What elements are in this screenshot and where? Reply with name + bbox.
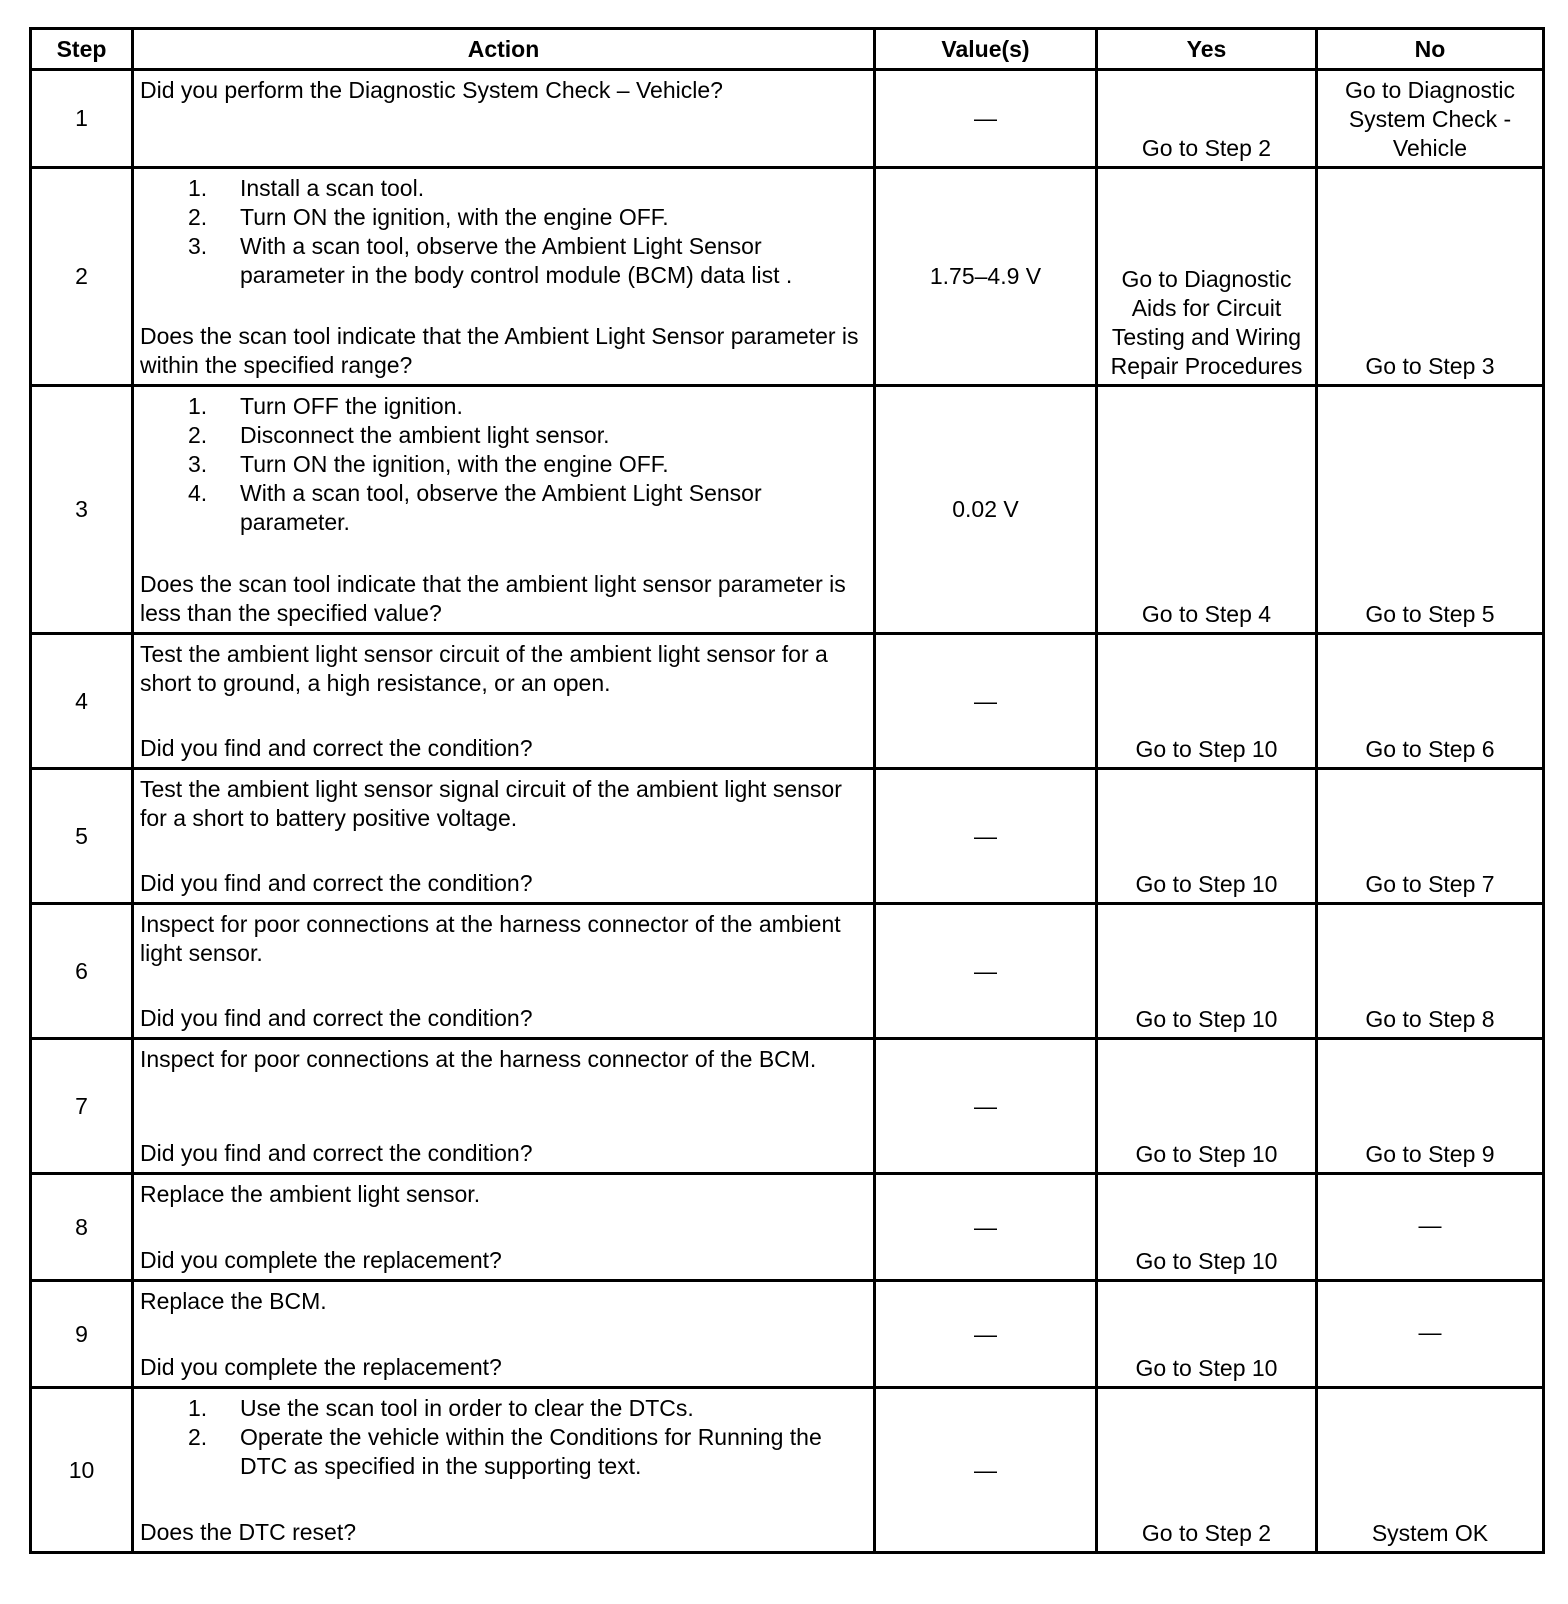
table-row bbox=[31, 1388, 1544, 1553]
action-question: Did you complete the replacement? bbox=[140, 1354, 502, 1380]
action-cell bbox=[133, 1174, 875, 1281]
yes-cell bbox=[1097, 1281, 1317, 1388]
action-question: Did you find and correct the condition? bbox=[140, 735, 533, 761]
action-content bbox=[134, 387, 873, 632]
action-instructions bbox=[140, 640, 867, 698]
action-content bbox=[134, 905, 873, 1037]
table-row bbox=[31, 1281, 1544, 1388]
value-cell: — bbox=[875, 1281, 1097, 1388]
no-text: Go to Step 8 bbox=[1365, 1006, 1495, 1032]
list-item-number: 1. bbox=[188, 1395, 208, 1421]
no-cell bbox=[1317, 168, 1544, 386]
list-item-number: 2. bbox=[188, 422, 208, 448]
step-number: 4 bbox=[31, 634, 133, 769]
list-item-number: 2. bbox=[188, 1424, 208, 1450]
list-item bbox=[140, 232, 867, 290]
step-number: 5 bbox=[31, 769, 133, 904]
step-number: 7 bbox=[31, 1039, 133, 1174]
header-action: Action bbox=[133, 29, 875, 70]
no-text: System OK bbox=[1371, 1520, 1489, 1546]
list-item bbox=[140, 1394, 867, 1423]
action-question: Does the DTC reset? bbox=[140, 1519, 357, 1545]
step-number: 9 bbox=[31, 1281, 133, 1388]
action-content bbox=[134, 169, 873, 384]
action-content bbox=[134, 1282, 873, 1386]
step-number: 2 bbox=[31, 168, 133, 386]
action-cell bbox=[133, 70, 875, 168]
action-instructions bbox=[140, 392, 867, 537]
list-item-number: 3. bbox=[188, 451, 208, 477]
header-no: No bbox=[1317, 29, 1544, 70]
action-content bbox=[134, 1175, 873, 1279]
action-instructions bbox=[140, 76, 867, 105]
no-cell bbox=[1317, 904, 1544, 1039]
diagnostic-table-container bbox=[29, 27, 1542, 1554]
yes-text: Go to Diagnostic Aids for Circuit Testing and Wiring Repair Procedures bbox=[1110, 266, 1303, 379]
list-item-text: Use the scan tool in order to clear the DTCs. bbox=[240, 1395, 694, 1421]
list-item-text: Install a scan tool. bbox=[240, 175, 425, 201]
yes-cell bbox=[1097, 634, 1317, 769]
action-cell bbox=[133, 386, 875, 634]
yes-cell bbox=[1097, 769, 1317, 904]
table-row bbox=[31, 386, 1544, 634]
action-steps-list bbox=[140, 392, 867, 537]
list-item-number: 3. bbox=[188, 233, 208, 259]
table-row bbox=[31, 70, 1544, 168]
no-text: Go to Step 6 bbox=[1365, 736, 1495, 762]
yes-text: Go to Step 4 bbox=[1141, 601, 1272, 627]
list-item-text: Turn OFF the ignition. bbox=[240, 393, 463, 419]
no-cell bbox=[1317, 1174, 1544, 1281]
value-cell: 0.02 V bbox=[875, 386, 1097, 634]
action-content bbox=[134, 71, 873, 166]
no-cell bbox=[1317, 1039, 1544, 1174]
action-description: Inspect for poor connections at the harness connector of the BCM. bbox=[140, 1046, 817, 1072]
action-cell bbox=[133, 1039, 875, 1174]
header-values: Value(s) bbox=[875, 29, 1097, 70]
action-description: Replace the BCM. bbox=[140, 1288, 327, 1314]
action-instructions bbox=[140, 1045, 867, 1074]
action-cell bbox=[133, 769, 875, 904]
action-content bbox=[134, 1389, 873, 1551]
yes-text: Go to Step 2 bbox=[1141, 135, 1272, 161]
no-text: Go to Diagnostic System Check - Vehicle bbox=[1344, 77, 1516, 161]
action-description: Test the ambient light sensor signal circuit of the ambient light sensor for a short to battery positive voltage. bbox=[140, 776, 842, 831]
value-cell: 1.75–4.9 V bbox=[875, 168, 1097, 386]
action-description: Test the ambient light sensor circuit of the ambient light sensor for a short to ground, a high resistance, or an open. bbox=[140, 641, 828, 696]
list-item-text: Disconnect the ambient light sensor. bbox=[240, 422, 610, 448]
list-item bbox=[140, 479, 867, 537]
list-item bbox=[140, 174, 867, 203]
yes-cell bbox=[1097, 1039, 1317, 1174]
value-cell: — bbox=[875, 1039, 1097, 1174]
header-step: Step bbox=[31, 29, 133, 70]
step-number: 10 bbox=[31, 1388, 133, 1553]
list-item-number: 1. bbox=[188, 393, 208, 419]
action-instructions bbox=[140, 1287, 867, 1316]
action-cell bbox=[133, 634, 875, 769]
action-description: Replace the ambient light sensor. bbox=[140, 1181, 481, 1207]
value-cell: — bbox=[875, 904, 1097, 1039]
no-text: Go to Step 3 bbox=[1365, 353, 1495, 379]
action-question: Did you find and correct the condition? bbox=[140, 1140, 533, 1166]
diagnostic-table bbox=[29, 27, 1545, 1554]
action-instructions bbox=[140, 910, 867, 968]
yes-text: Go to Step 10 bbox=[1135, 1248, 1278, 1274]
table-row bbox=[31, 634, 1544, 769]
action-instructions bbox=[140, 1394, 867, 1481]
table-row bbox=[31, 168, 1544, 386]
list-item-text: With a scan tool, observe the Ambient Light Sensor parameter. bbox=[240, 480, 762, 535]
no-text: Go to Step 9 bbox=[1365, 1141, 1495, 1167]
action-question: Does the scan tool indicate that the Ambient Light Sensor parameter is within the specified range? bbox=[140, 323, 859, 378]
step-number: 3 bbox=[31, 386, 133, 634]
value-cell: — bbox=[875, 1388, 1097, 1553]
action-content bbox=[134, 1040, 873, 1172]
yes-cell bbox=[1097, 386, 1317, 634]
action-content bbox=[134, 635, 873, 767]
action-instructions bbox=[140, 775, 867, 833]
action-question: Did you complete the replacement? bbox=[140, 1247, 502, 1273]
action-steps-list bbox=[140, 174, 867, 290]
action-cell bbox=[133, 1281, 875, 1388]
action-description: Did you perform the Diagnostic System Check – Vehicle? bbox=[140, 77, 723, 103]
list-item-text: Turn ON the ignition, with the engine OFF. bbox=[240, 451, 669, 477]
header-row bbox=[31, 29, 1544, 70]
list-item-number: 2. bbox=[188, 204, 208, 230]
yes-text: Go to Step 10 bbox=[1135, 1006, 1278, 1032]
yes-text: Go to Step 10 bbox=[1135, 1141, 1278, 1167]
yes-text: Go to Step 10 bbox=[1135, 871, 1278, 897]
no-text: — bbox=[1418, 1319, 1442, 1345]
list-item bbox=[140, 392, 867, 421]
list-item-text: Operate the vehicle within the Conditions for Running the DTC as specified in the supporting text. bbox=[240, 1424, 822, 1479]
value-cell: — bbox=[875, 70, 1097, 168]
yes-cell bbox=[1097, 168, 1317, 386]
table-row bbox=[31, 1039, 1544, 1174]
list-item bbox=[140, 203, 867, 232]
no-cell bbox=[1317, 769, 1544, 904]
value-cell: — bbox=[875, 634, 1097, 769]
value-cell: — bbox=[875, 769, 1097, 904]
yes-cell bbox=[1097, 904, 1317, 1039]
no-cell bbox=[1317, 386, 1544, 634]
no-cell bbox=[1317, 634, 1544, 769]
action-cell bbox=[133, 904, 875, 1039]
table-row bbox=[31, 769, 1544, 904]
value-cell: — bbox=[875, 1174, 1097, 1281]
step-number: 1 bbox=[31, 70, 133, 168]
yes-cell bbox=[1097, 70, 1317, 168]
list-item-text: Turn ON the ignition, with the engine OFF. bbox=[240, 204, 669, 230]
list-item bbox=[140, 421, 867, 450]
action-instructions bbox=[140, 1180, 867, 1209]
action-question: Does the scan tool indicate that the ambient light sensor parameter is less than the specified value? bbox=[140, 571, 846, 626]
action-question: Did you find and correct the condition? bbox=[140, 1005, 533, 1031]
no-cell bbox=[1317, 1281, 1544, 1388]
list-item bbox=[140, 450, 867, 479]
yes-text: Go to Step 10 bbox=[1135, 736, 1278, 762]
action-description: Inspect for poor connections at the harness connector of the ambient light sensor. bbox=[140, 911, 841, 966]
no-text: Go to Step 7 bbox=[1365, 871, 1495, 897]
list-item-number: 1. bbox=[188, 175, 208, 201]
yes-text: Go to Step 10 bbox=[1135, 1355, 1278, 1381]
header-yes: Yes bbox=[1097, 29, 1317, 70]
table-row bbox=[31, 904, 1544, 1039]
yes-text: Go to Step 2 bbox=[1141, 1520, 1272, 1546]
no-cell bbox=[1317, 70, 1544, 168]
step-number: 6 bbox=[31, 904, 133, 1039]
list-item-text: With a scan tool, observe the Ambient Light Sensor parameter in the body control module (BCM) data list . bbox=[240, 233, 793, 288]
step-number: 8 bbox=[31, 1174, 133, 1281]
no-cell bbox=[1317, 1388, 1544, 1553]
action-cell bbox=[133, 168, 875, 386]
yes-cell bbox=[1097, 1174, 1317, 1281]
action-cell bbox=[133, 1388, 875, 1553]
no-text: Go to Step 5 bbox=[1365, 601, 1495, 627]
action-question: Did you find and correct the condition? bbox=[140, 870, 533, 896]
no-text: — bbox=[1418, 1212, 1442, 1238]
action-content bbox=[134, 770, 873, 902]
yes-cell bbox=[1097, 1388, 1317, 1553]
list-item-number: 4. bbox=[188, 480, 208, 506]
table-row bbox=[31, 1174, 1544, 1281]
action-instructions bbox=[140, 174, 867, 290]
action-steps-list bbox=[140, 1394, 867, 1481]
list-item bbox=[140, 1423, 867, 1481]
